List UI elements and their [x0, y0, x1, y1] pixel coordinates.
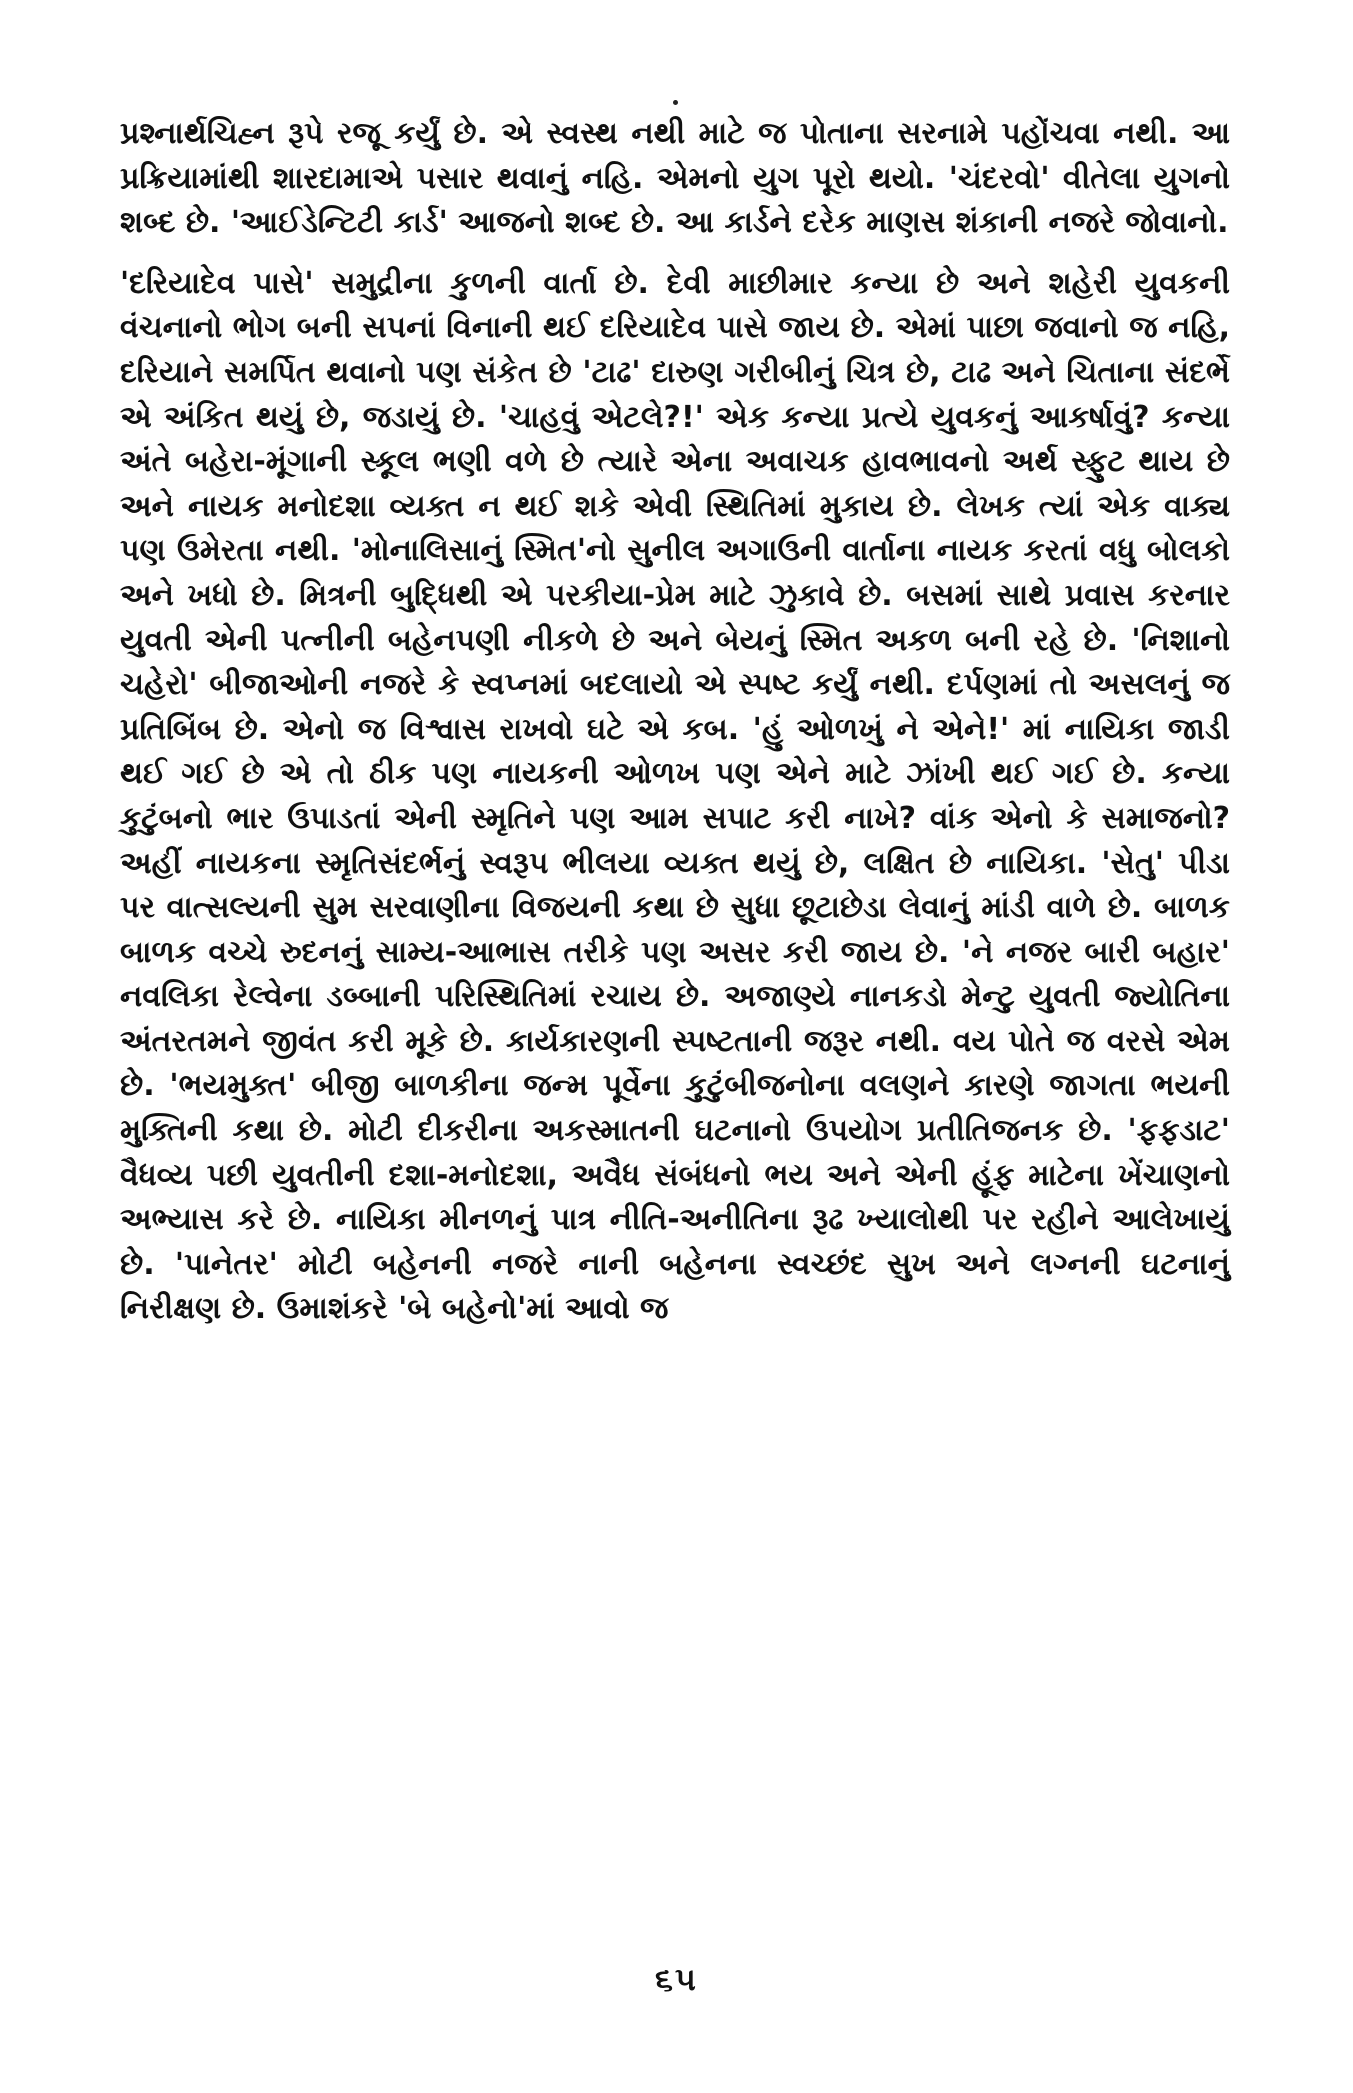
page-body — [120, 112, 1230, 1332]
paragraph-2: 'દરિયાદેવ પાસે' સમુદ્રીના કુળની વાર્તા છે. દેવી માછીમાર કન્યા છે અને શહેરી યુવકની વંચનાનો ભોગ બની સપનાં વિનાની થઈ દરિયાદેવ પાસે જાય છે. એમાં પાછા જવાનો જ નહિ, દરિયાને સમર્પિત થવાનો પણ સંકેત છે 'ટાઢ' દારુણ ગરીબીનું ચિત્ર છે, ટાઢ અને ચિતાના સંદર્ભે એ અંકિત થયું છે, જડાયું છે. 'ચાહવું એટલે?!' એક કન્યા પ્રત્યે યુવકનું આકર્ષાવું? કન્યા અંતે બહેરા-મૂંગાની સ્કૂલ ભણી વળે છે ત્યારે એના અવાચક હાવભાવનો અર્થ સ્ફુટ થાય છે અને નાયક મનોદશા વ્યક્ત ન થઈ શકે એવી સ્થિતિમાં મુકાય છે. લેખક ત્યાં એક વાક્ય પણ ઉમેરતા નથી. 'મોનાલિસાનું સ્મિત'નો સુનીલ અગાઉની વાર્તાના નાયક કરતાં વધુ બોલકો અને ખધો છે. મિત્રની બુદ્ધિથી એ પરકીયા-પ્રેમ માટે ઝુકાવે છે. બસમાં સાથે પ્રવાસ કરનાર યુવતી એની પત્નીની બહેનપણી નીકળે છે અને બેયનું સ્મિત અકળ બની રહે છે. 'નિશાનો ચહેરો' બીજાઓની નજરે કે સ્વપ્નમાં બદલાયો એ સ્પષ્ટ કર્યું નથી. દર્પણમાં તો અસલનું જ પ્રતિબિંબ છે. એનો જ વિશ્વાસ રાખવો ઘટે એ કબ. 'હું ઓળખું ને એને!' માં નાયિકા જાડી થઈ ગઈ છે એ તો ઠીક પણ નાયકની ઓળખ પણ એને માટે ઝાંખી થઈ ગઈ છે. કન્યા કુટુંબનો ભાર ઉપાડતાં એની સ્મૃતિને પણ આમ સપાટ કરી નાખે? વાંક એનો કે સમાજનો? અહીં નાયકના સ્મૃતિસંદર્ભનું સ્વરૂપ ભીલયા વ્યક્ત થયું છે, લક્ષિત છે નાયિકા. 'સેતુ' પીડા પર વાત્સલ્યની સુમ સરવાણીના વિજયની કથા છે સુધા છૂટાછેડા લેવાનું માંડી વાળે છે. બાળક બાળક વચ્ચે રુદનનું સામ્ય-આભાસ તરીકે પણ અસર કરી જાય છે. 'ને નજર બારી બહાર' નવલિકા રેલ્વેના ડબ્બાની પરિસ્થિતિમાં રચાય છે. અજાણ્યે નાનકડો મેન્ટુ યુવતી જ્યોતિના અંતરતમને જીવંત કરી મૂકે છે. કાર્યકારણની સ્પષ્ટતાની જરૂર નથી. વય પોતે જ વરસે એમ છે. 'ભયમુક્ત' બીજી બાળકીના જન્મ પૂર્વેના કુટુંબીજનોના વલણને કારણે જાગતા ભયની મુક્તિની કથા છે. મોટી દીકરીના અકસ્માતની ઘટનાનો ઉપયોગ પ્રતીતિજનક છે. 'ફફડાટ' વૈધવ્ય પછી યુવતીની દશા-મનોદશા, અવૈધ સંબંધનો ભય અને એની હૂંફ માટેના ખેંચાણનો અભ્યાસ કરે છે. નાયિકા મીનળનું પાત્ર નીતિ-અનીતિના રૂઢ ખ્યાલોથી પર રહીને આલેખાયું છે. 'પાનેતર' મોટી બહેનની નજરે નાની બહેનના સ્વચ્છંદ સુખ અને લગ્નની ઘટનાનું નિરીક્ષણ છે. ઉમાશંકરે 'બે બહેનો'માં આવો જ — [120, 265, 1230, 1327]
page-number: ૬૫ — [655, 1960, 698, 1998]
paragraph-1: પ્રશ્નાર્થચિહ્ન રૂપે રજૂ કર્યું છે. એ સ્વસ્થ નથી માટે જ પોતાના સરનામે પહોંચવા નથી. આ પ્રક્રિયામાંથી શારદામાએ પસાર થવાનું નહિ. એમનો યુગ પૂરો થયો. 'ચંદરવો' વીતેલા યુગનો શબ્દ છે. 'આઈડેન્ટિટી કાર્ડ' આજનો શબ્દ છે. આ કાર્ડને દરેક માણસ શંકાની નજરે જોવાનો. — [120, 116, 1230, 241]
ink-speck — [673, 100, 678, 105]
